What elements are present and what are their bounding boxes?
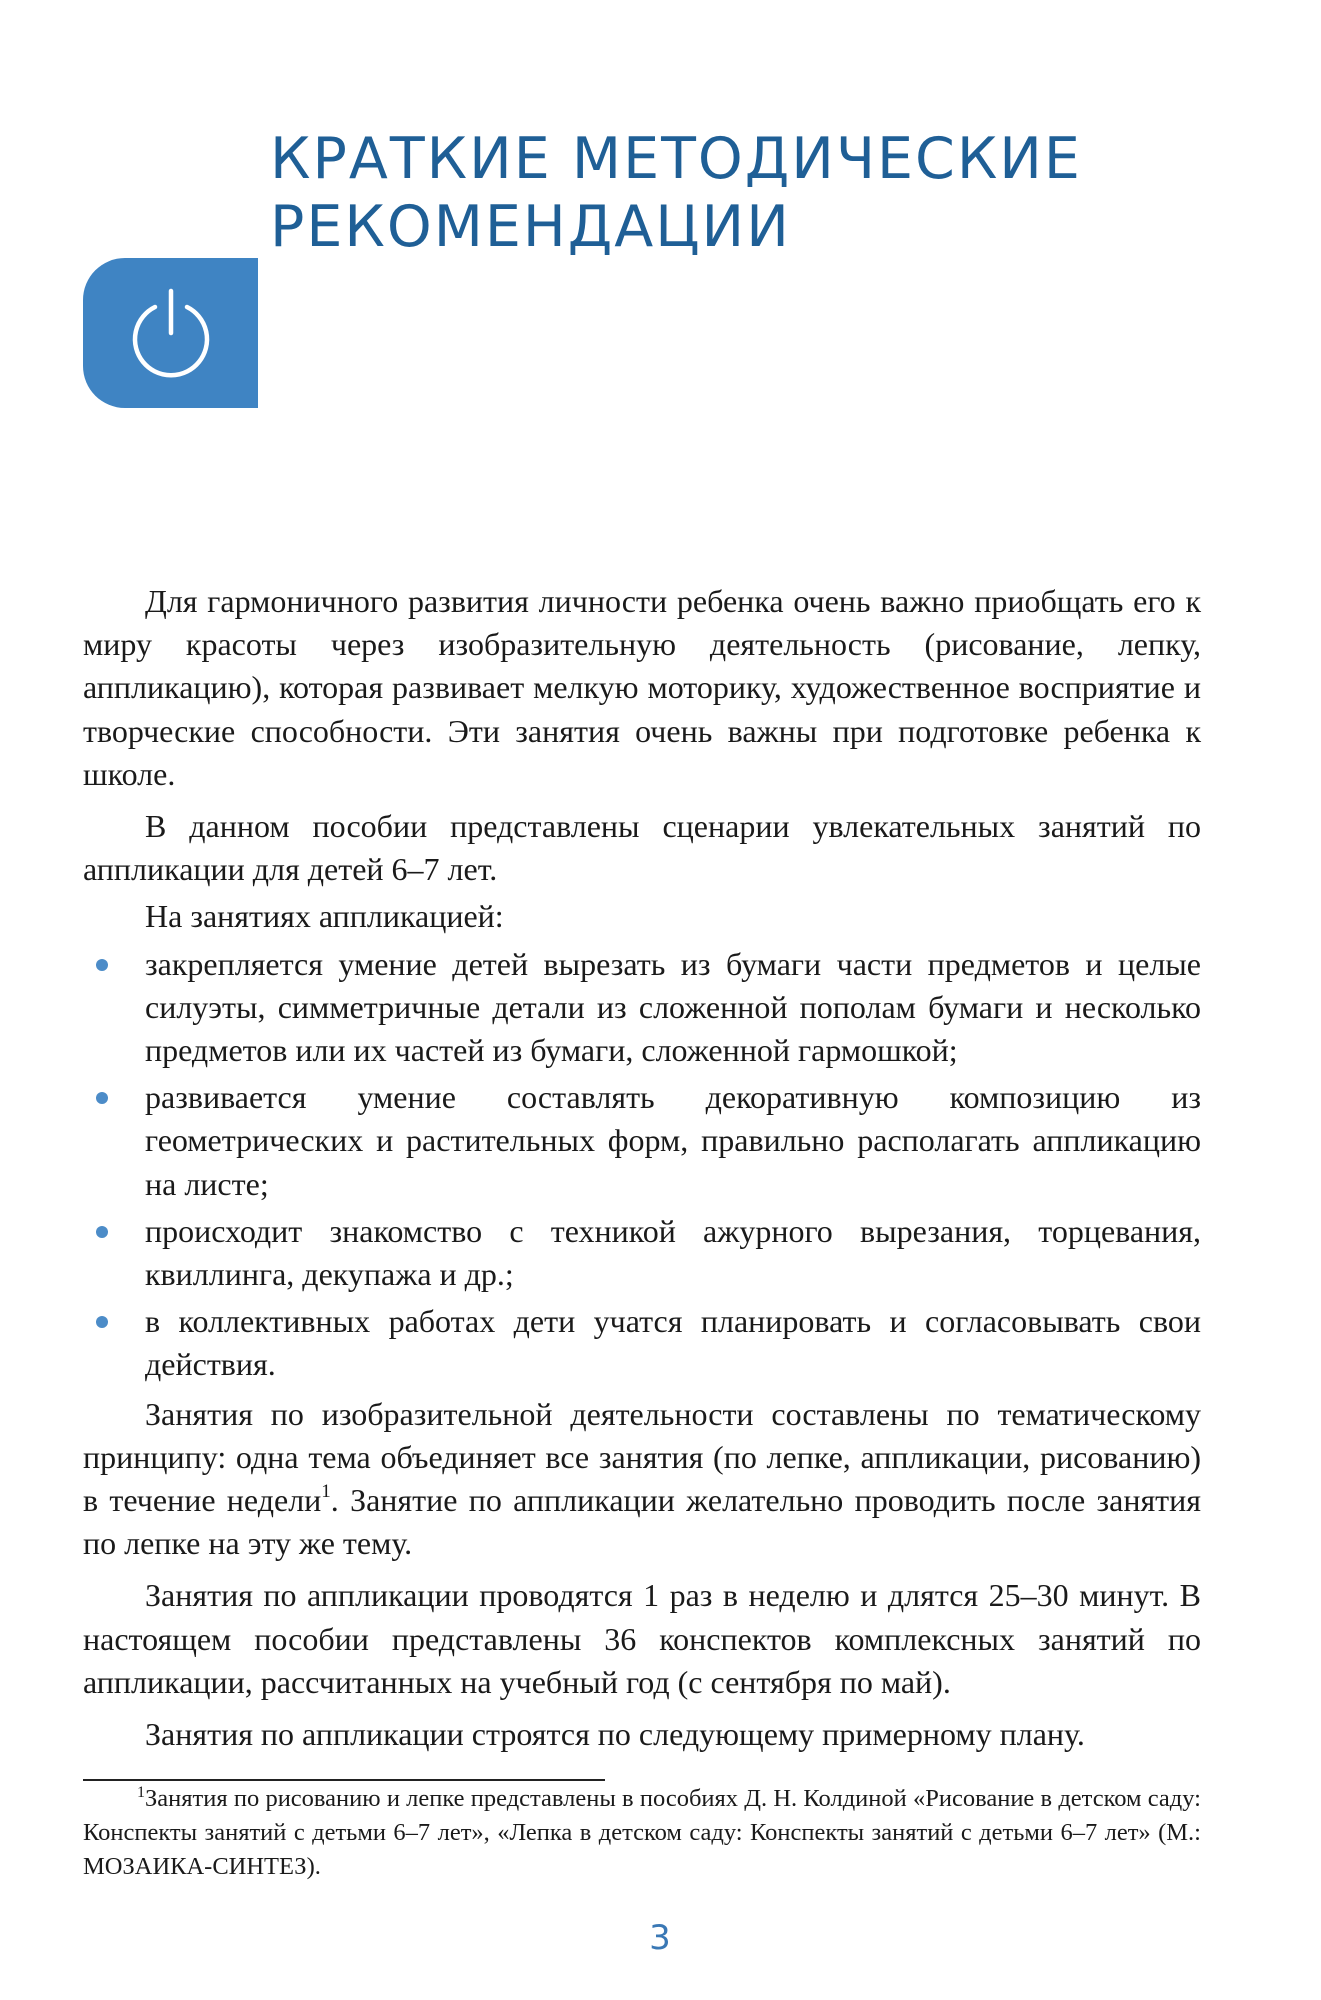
list-item-text: происходит знакомство с техникой ажурного вырезания, торцевания, квиллинга, декупажа и др.; bbox=[145, 1212, 1201, 1293]
list-item-text: развивается умение составлять декоративную композицию из геометрических и растительных форм, правильно располагать аппликацию на листе; bbox=[145, 1079, 1201, 1202]
paragraph-1: Для гармоничного развития личности ребенка очень важно приобщать его к миру красоты через изобразительную деятельность (рисование, лепку, аппликацию), которая развивает мелкую моторику, художественное восприятие и творческие способности. Эти занятия очень важны при подготовке ребенка к школе. bbox=[83, 583, 1201, 792]
list-item bbox=[83, 1210, 1201, 1296]
bullet-dot bbox=[96, 1316, 108, 1328]
bullet-dot bbox=[96, 959, 108, 971]
bullet-dot bbox=[96, 1226, 108, 1238]
list-item bbox=[83, 1300, 1201, 1386]
footnote bbox=[83, 1782, 1201, 1884]
list-item-text: закрепляется умение детей вырезать из бумаги части предметов и целые силуэты, симметричные детали из сложенной пополам бумаги и несколько предметов или их частей из бумаги, сложенной гармошкой; bbox=[145, 945, 1201, 1069]
heading-line-1: КРАТКИЕ МЕТОДИЧЕСКИЕ bbox=[270, 126, 1082, 192]
footnote-text: Занятия по рисованию и лепке представлены в пособиях Д. Н. Колдиной «Рисование в детском саду: Конспекты занятий с детьми 6–7 лет», «Лепка в детском саду: Конспекты занятий с детьми 6–7 лет» (М.: МОЗАИКА-СИНТЕЗ). bbox=[83, 1785, 1201, 1880]
footnote-number: 1 bbox=[137, 1784, 145, 1801]
heading-line-2: РЕКОМЕНДАЦИИ bbox=[270, 194, 791, 260]
power-icon bbox=[121, 283, 221, 383]
list-item-text: в коллективных работах дети учатся планировать и согласовывать свои действия. bbox=[145, 1303, 1201, 1383]
paragraph-6: Занятия по аппликации строятся по следующему примерному плану. bbox=[145, 1716, 1085, 1753]
main-text bbox=[83, 580, 1201, 1765]
page-number: 3 bbox=[649, 1918, 671, 1958]
list-item bbox=[83, 1076, 1201, 1206]
section-icon-tile bbox=[83, 258, 258, 408]
paragraph-5: Занятия по аппликации проводятся 1 раз в неделю и длятся 25–30 минут. В настоящем пособии представлены 36 конспектов комплексных занятий по аппликации, рассчитанных на учебный год (с сентября по май). bbox=[83, 1577, 1201, 1700]
footnote-reference[interactable]: 1 bbox=[321, 1481, 331, 1503]
page-heading bbox=[270, 125, 1082, 261]
paragraph-4-text-b: . Занятие по аппликации желательно проводить после занятия по лепке на эту же тему. bbox=[83, 1482, 1202, 1562]
paragraph-2: В данном пособии представлены сценарии увлекательных занятий по аппликации для детей 6–7 лет. bbox=[83, 808, 1201, 888]
paragraph-4 bbox=[83, 1393, 1201, 1566]
footnote-divider bbox=[83, 1779, 605, 1781]
paragraph-3: На занятиях аппликацией: bbox=[145, 898, 504, 935]
paragraph-4-text-a: Занятия по изобразительной деятельности составлены по тематическому принципу: одна тема объединяет все занятия (по лепке, аппликации, рисованию) в течение недели bbox=[83, 1395, 1201, 1519]
bullet-dot bbox=[96, 1092, 108, 1104]
list-item bbox=[83, 943, 1201, 1073]
bullet-list bbox=[83, 943, 1201, 1387]
